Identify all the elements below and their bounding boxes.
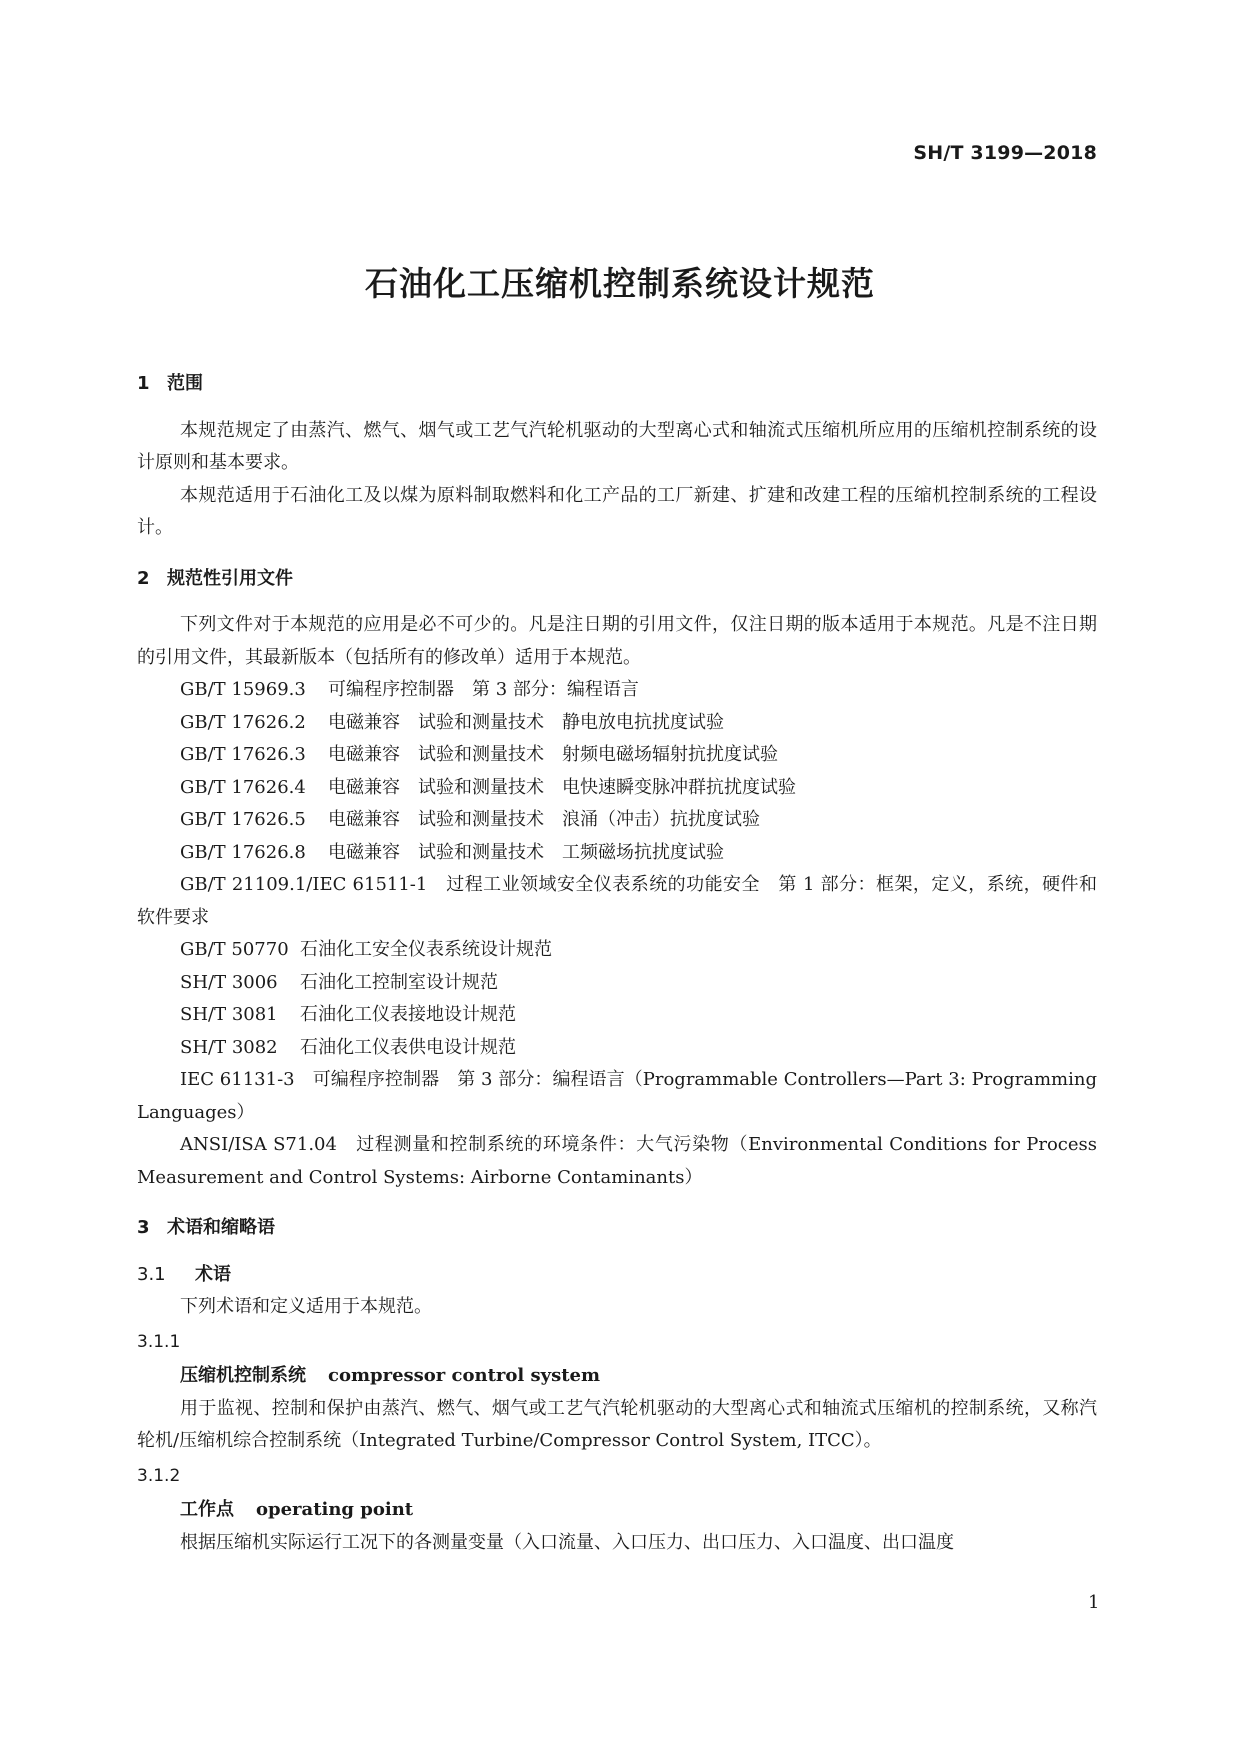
reference-item [137, 739, 1097, 772]
reference-code: GB/T 15969.3 [180, 679, 306, 700]
reference-title: 电磁兼容 试验和测量技术 静电放电抗扰度试验 [328, 711, 724, 733]
reference-code: GB/T 17626.5 [180, 809, 306, 830]
section-title: 术语和缩略语 [167, 1217, 275, 1238]
section-number: 3 [137, 1217, 150, 1238]
reference-item [137, 967, 1097, 1000]
reference-item [137, 934, 1097, 967]
section-3-heading [137, 1212, 1097, 1245]
document-title: 石油化工压缩机控制系统设计规范 [365, 264, 875, 303]
reference-item-long: ANSI/ISA S71.04 过程测量和控制系统的环境条件：大气污染物（Environmental Conditions for Process Measurement and Control Systems: Airborne Contaminants） [137, 1134, 1097, 1188]
reference-item [137, 804, 1097, 837]
section-title: 规范性引用文件 [167, 567, 293, 589]
subsection-title: 术语 [195, 1263, 231, 1285]
section-number: 1 [137, 373, 150, 394]
term-zh: 压缩机控制系统 [180, 1365, 306, 1386]
page-number: 1 [1088, 1592, 1100, 1613]
reference-title: 电磁兼容 试验和测量技术 浪涌（冲击）抗扰度试验 [328, 809, 760, 830]
reference-code: GB/T 17626.4 [180, 776, 306, 798]
reference-item-long: GB/T 21109.1/IEC 61511-1 过程工业领域安全仪表系统的功能安全 第 1 部分：框架，定义，系统，硬件和软件要求 [137, 874, 1097, 928]
subsection-heading [137, 1259, 1097, 1292]
term-en: compressor control system [328, 1365, 601, 1386]
reference-title: 可编程序控制器 第 3 部分：编程语言 [328, 679, 639, 700]
term-zh: 工作点 [180, 1499, 234, 1520]
standard-number: SH/T 3199—2018 [913, 142, 1097, 164]
reference-title: 石油化工控制室设计规范 [300, 971, 498, 993]
reference-title: 石油化工仪表供电设计规范 [300, 1036, 516, 1058]
subsection-number: 3.1 [137, 1263, 166, 1285]
section-1-heading [137, 368, 1097, 401]
reference-item [137, 837, 1097, 870]
reference-code: GB/T 17626.8 [180, 841, 306, 863]
reference-item [137, 674, 1097, 707]
reference-item-long: IEC 61131-3 可编程序控制器 第 3 部分：编程语言（Programmable Controllers—Part 3: Programming Languages） [137, 1069, 1097, 1123]
term-definition: 用于监视、控制和保护由蒸汽、燃气、烟气或工艺气汽轮机驱动的大型离心式和轴流式压缩机的控制系统，又称汽轮机/压缩机综合控制系统（Integrated Turbine/Compressor Control System, ITCC）。 [137, 1397, 1097, 1451]
term-name [137, 1360, 1097, 1393]
reference-code: SH/T 3082 [180, 1036, 278, 1058]
term-definition: 根据压缩机实际运行工况下的各测量变量（入口流量、入口压力、出口压力、入口温度、出口温度 [180, 1531, 954, 1553]
section-title: 范围 [167, 373, 203, 394]
document-body [137, 360, 1097, 1559]
term-number: 3.1.2 [137, 1465, 181, 1486]
paragraph: 本规范适用于石油化工及以煤为原料制取燃料和化工产品的工厂新建、扩建和改建工程的压缩机控制系统的工程设计。 [137, 484, 1097, 538]
term-en: operating point [256, 1499, 414, 1520]
reference-title: 石油化工安全仪表系统设计规范 [300, 939, 552, 960]
reference-code: GB/T 17626.2 [180, 711, 306, 733]
section-2-heading [137, 563, 1097, 596]
reference-title: 石油化工仪表接地设计规范 [300, 1004, 516, 1025]
paragraph: 下列术语和定义适用于本规范。 [180, 1296, 432, 1317]
paragraph: 下列文件对于本规范的应用是必不可少的。凡是注日期的引用文件，仅注日期的版本适用于本规范。凡是不注日期的引用文件，其最新版本（包括所有的修改单）适用于本规范。 [137, 614, 1097, 668]
reference-title: 电磁兼容 试验和测量技术 电快速瞬变脉冲群抗扰度试验 [328, 776, 796, 798]
section-number: 2 [137, 567, 150, 589]
reference-code: SH/T 3006 [180, 971, 278, 993]
term-name [137, 1494, 1097, 1527]
reference-title: 电磁兼容 试验和测量技术 射频电磁场辐射抗扰度试验 [328, 744, 778, 765]
reference-code: GB/T 17626.3 [180, 744, 306, 765]
paragraph: 本规范规定了由蒸汽、燃气、烟气或工艺气汽轮机驱动的大型离心式和轴流式压缩机所应用的压缩机控制系统的设计原则和基本要求。 [137, 419, 1097, 473]
reference-item [137, 772, 1097, 805]
reference-code: GB/T 50770 [180, 939, 289, 960]
term-number: 3.1.1 [137, 1331, 181, 1352]
reference-code: SH/T 3081 [180, 1004, 278, 1025]
reference-item [137, 999, 1097, 1032]
reference-title: 电磁兼容 试验和测量技术 工频磁场抗扰度试验 [328, 841, 724, 863]
reference-item [137, 707, 1097, 740]
reference-item [137, 1032, 1097, 1065]
